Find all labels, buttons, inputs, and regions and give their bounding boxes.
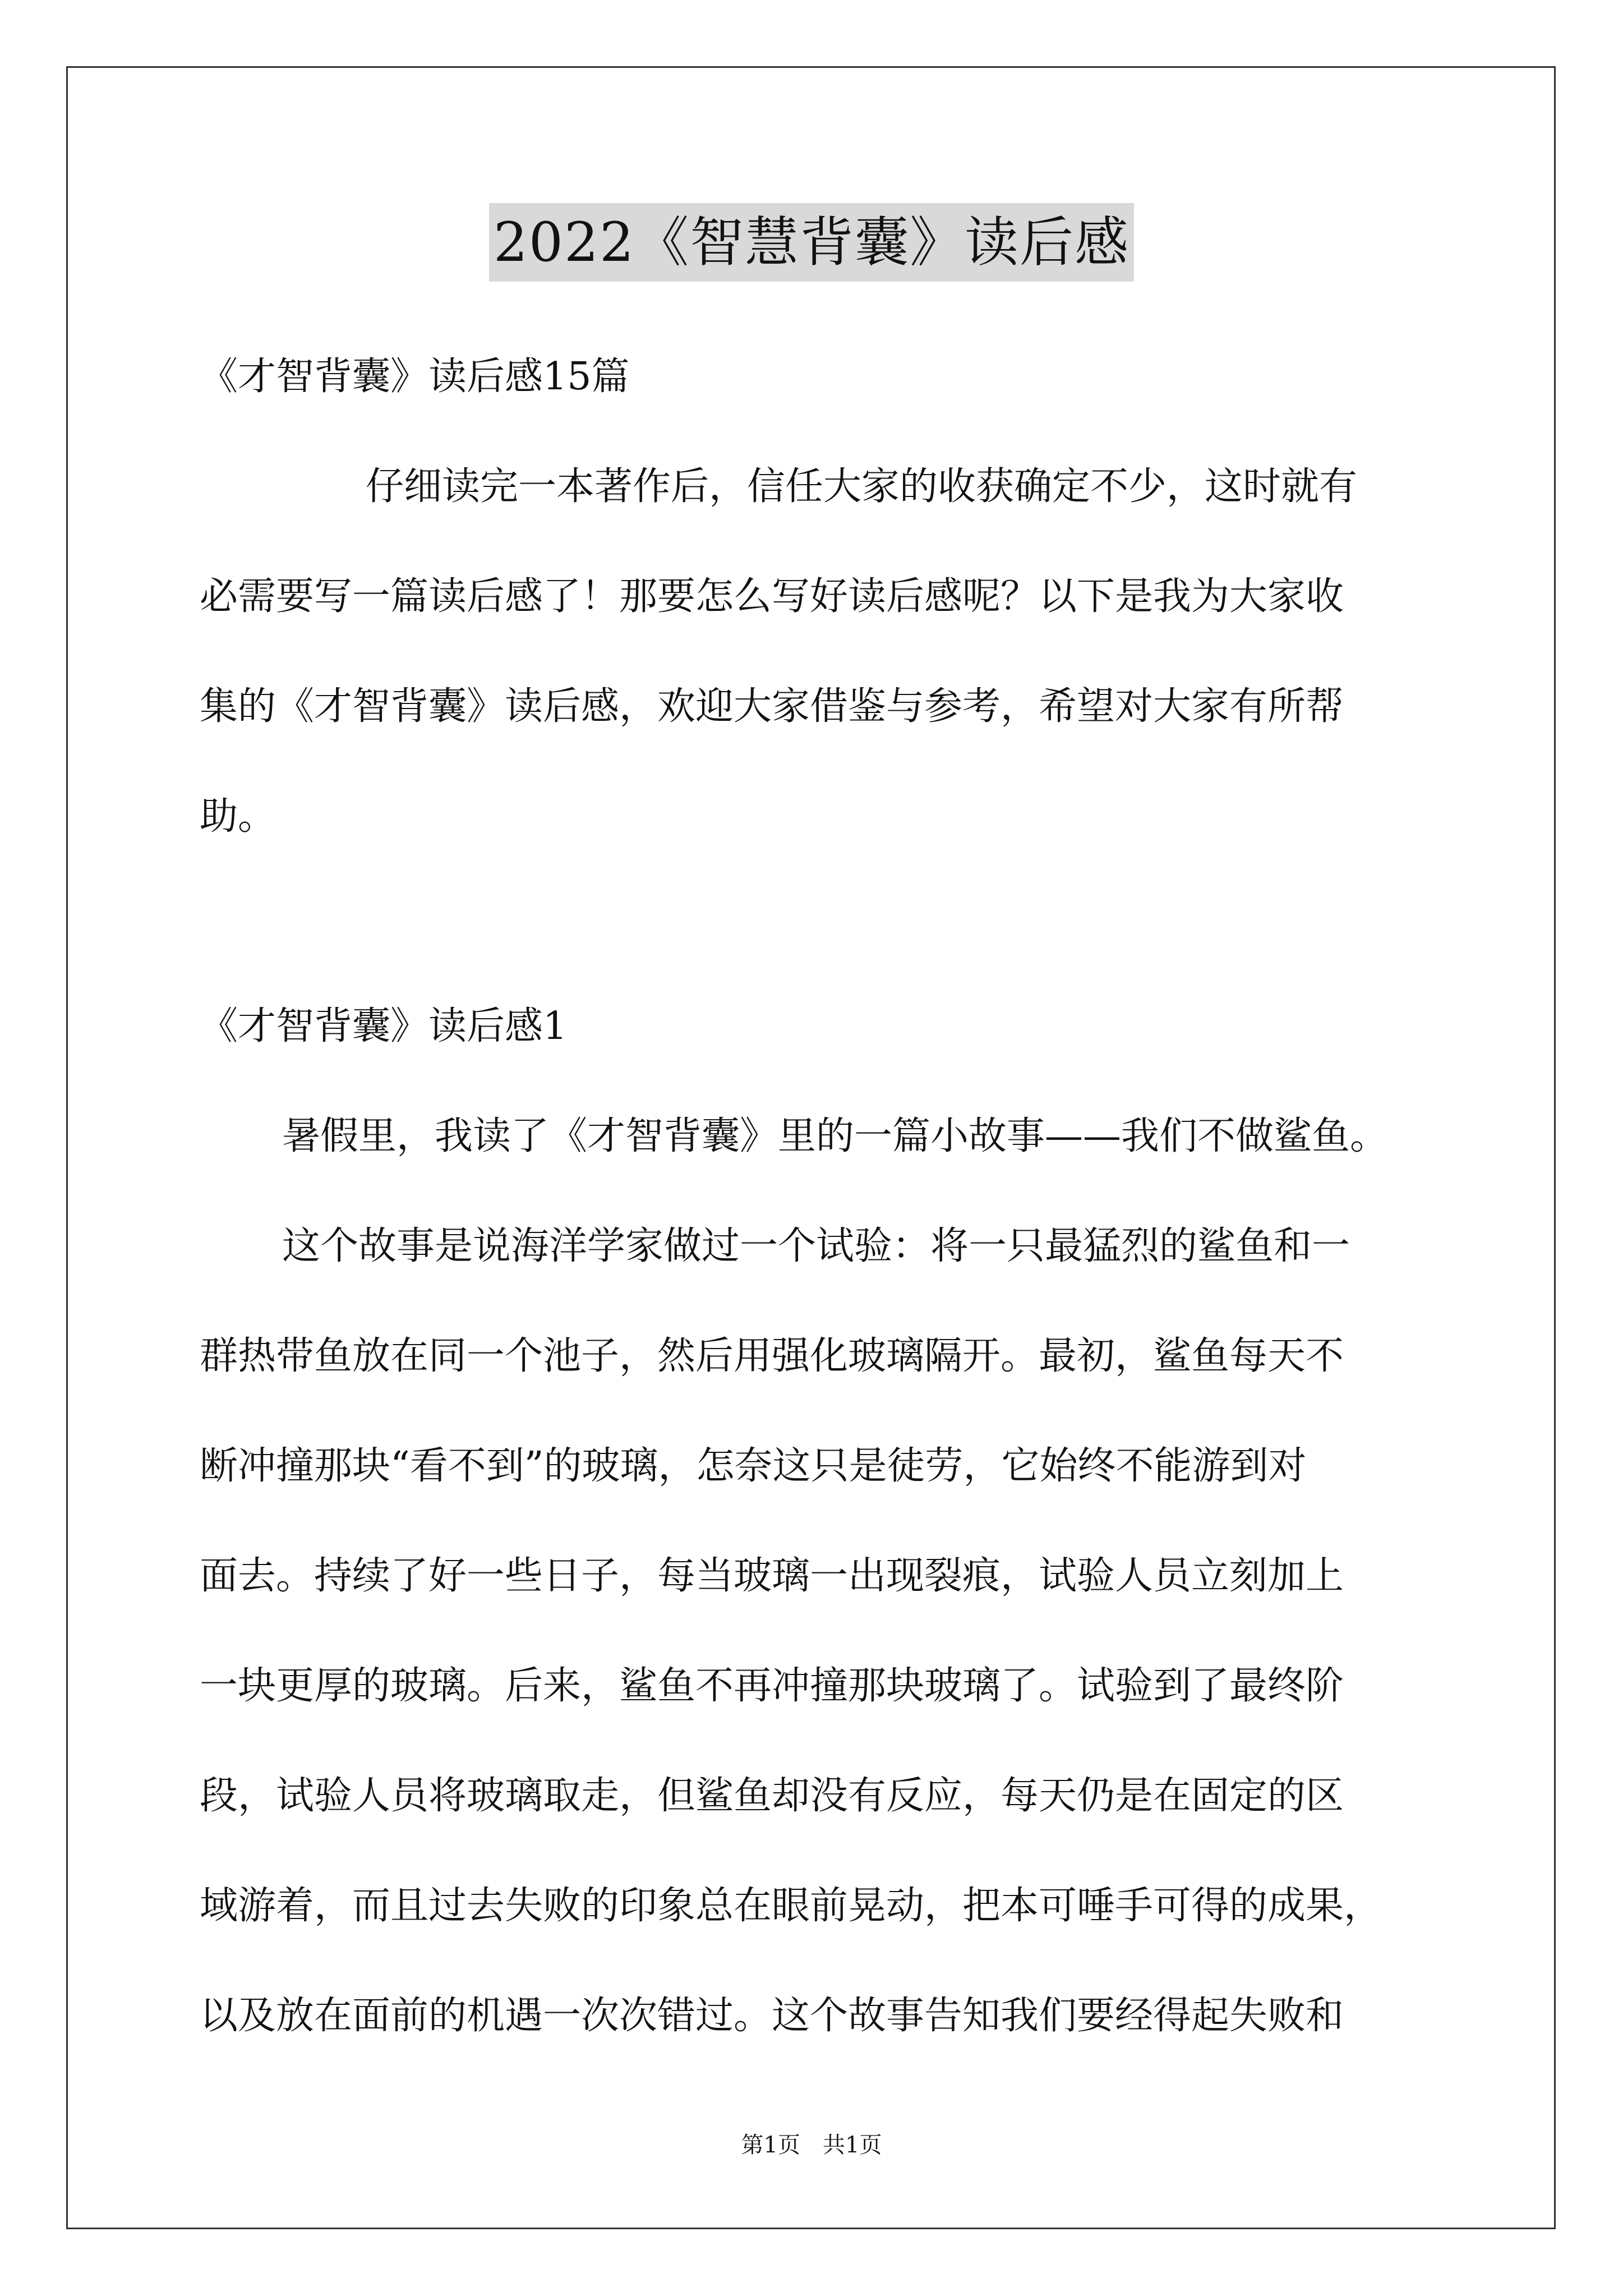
paragraph-2-line-4: 面去。持续了好一些日子，每当玻璃一出现裂痕，试验人员立刻加上 (200, 1554, 1344, 1598)
paragraph-2-line-8: 以及放在面前的机遇一次次错过。这个故事告知我们要经得起失败和 (200, 1994, 1344, 2038)
intro-line-2: 必需要写一篇读后感了！那要怎么写好读后感呢？以下是我为大家收 (200, 574, 1344, 619)
subtitle: 《才智背囊》读后感15篇 (200, 355, 630, 399)
intro-line-4: 助。 (200, 794, 276, 839)
title-container (0, 203, 1623, 282)
paragraph-2-line-6: 段，试验人员将玻璃取走，但鲨鱼却没有反应，每天仍是在固定的区 (200, 1774, 1344, 1818)
paragraph-2-line-7: 域游着，而且过去失败的印象总在眼前晃动，把本可唾手可得的成果， (200, 1884, 1382, 1928)
intro-line-1: 仔细读完一本著作后，信任大家的收获确定不少，这时就有 (366, 464, 1358, 509)
paragraph-2-line-5: 一块更厚的玻璃。后来，鲨鱼不再冲撞那块玻璃了。试验到了最终阶 (200, 1664, 1344, 1708)
paragraph-2-line-3: 断冲撞那块“看不到”的玻璃，怎奈这只是徒劳，它始终不能游到对 (200, 1444, 1307, 1488)
paragraph-1-line-1: 暑假里，我读了《才智背囊》里的一篇小故事——我们不做鲨鱼。 (282, 1114, 1389, 1158)
page-footer: 第1页 共1页 (741, 2132, 882, 2158)
document-title: 2022《智慧背囊》读后感 (489, 203, 1134, 282)
section-heading: 《才智背囊》读后感1 (200, 1004, 568, 1048)
paragraph-2-line-1: 这个故事是说海洋学家做过一个试验：将一只最猛烈的鲨鱼和一 (282, 1224, 1350, 1268)
intro-line-3: 集的《才智背囊》读后感，欢迎大家借鉴与参考，希望对大家有所帮 (200, 684, 1344, 729)
paragraph-2-line-2: 群热带鱼放在同一个池子，然后用强化玻璃隔开。最初，鲨鱼每天不 (200, 1334, 1344, 1378)
